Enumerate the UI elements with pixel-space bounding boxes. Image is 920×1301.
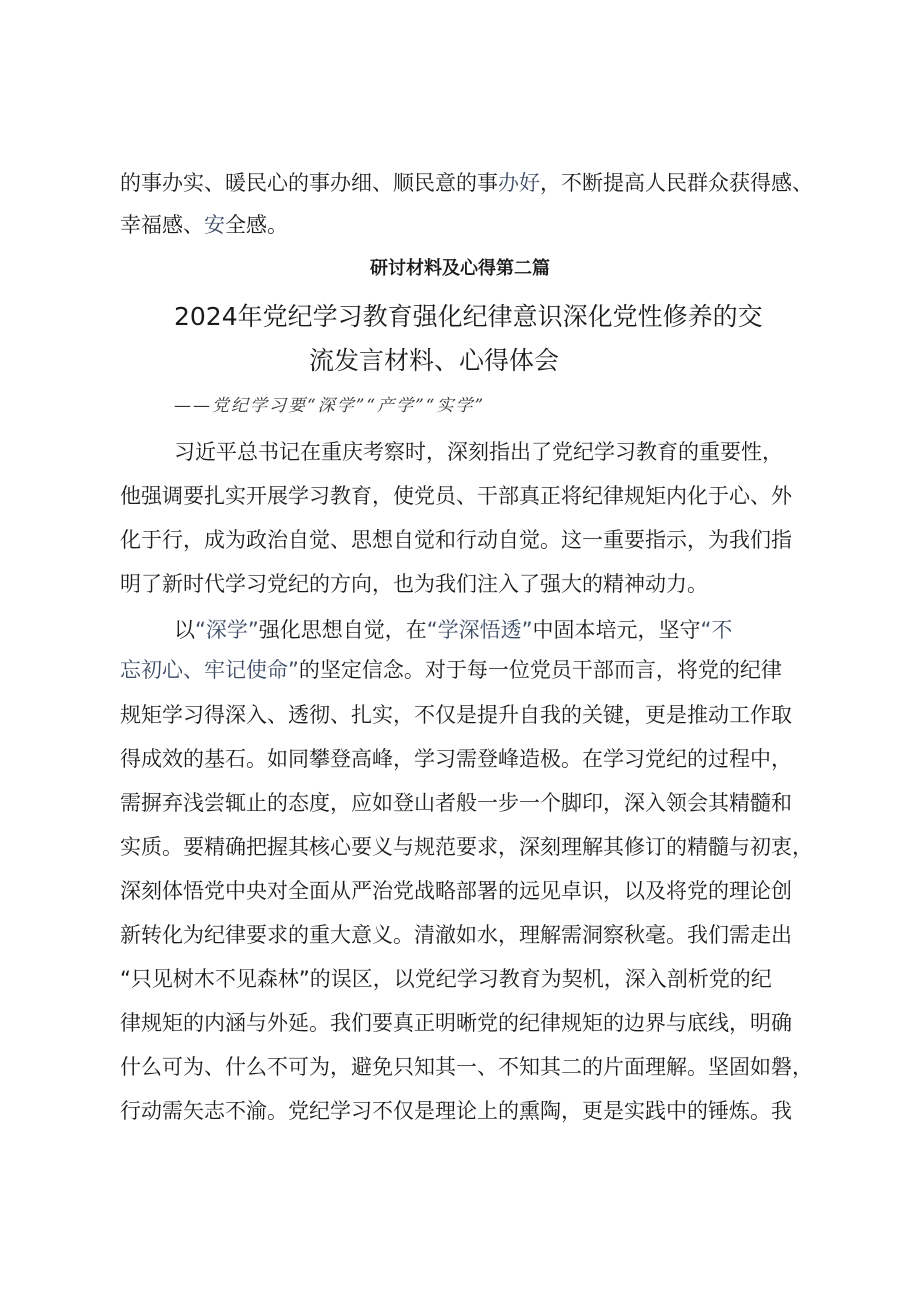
paragraph-2-line: 什么可为、什么不可为，避免只知其一、不知其二的片面理解。坚固如磐， <box>120 1055 813 1079</box>
paragraph-2-line: 新转化为纪律要求的重大意义。清澈如水，理解需洞察秋毫。我们需走出 <box>120 923 792 947</box>
paragraph-text: 以 <box>174 618 195 642</box>
paragraph-2-line: 深刻体悟党中央对全面从严治党战略部署的远见卓识，以及将党的理论创 <box>120 879 792 903</box>
paragraph-text: 强化思想自觉，在 <box>258 618 427 642</box>
paragraph-1-line: 习近平总书记在重庆考察时，深刻指出了党纪学习教育的重要性， <box>174 440 783 464</box>
paragraph-1-line: 化于行，成为政治自觉、思想自觉和行动自觉。这一重要指示，为我们指 <box>120 528 792 552</box>
continuation-highlight: 办好 <box>498 171 540 195</box>
paragraph-2-line: 得成效的基石。如同攀登高峰，学习需登峰造极。在学习党纪的过程中， <box>120 747 792 771</box>
continuation-text: ，不断提高人民群众获得感、 <box>540 171 813 195</box>
continuation-line-2 <box>120 210 810 240</box>
paragraph-2-line: 律规矩的内涵与外延。我们要真正明晰党的纪律规矩的边界与底线，明确 <box>120 1011 792 1035</box>
paragraph-2-line <box>120 655 782 685</box>
paragraph-2-line: “只见树木不见森林”的误区，以党纪学习教育为契机，深入剖析党的纪 <box>120 967 772 991</box>
paragraph-text: 的坚定信念。对于每一位党员干部而言，将党的纪律 <box>298 658 782 682</box>
continuation-text: 全感。 <box>225 213 288 237</box>
subtitle: ——党纪学习要“深学”“产学”“实学” <box>174 396 486 416</box>
quoted-term: 忘初心、牢记使命” <box>120 658 299 682</box>
quoted-term: “深学” <box>195 618 259 642</box>
continuation-text: 幸福感、 <box>120 213 204 237</box>
paragraph-1-line: 明了新时代学习党纪的方向，也为我们注入了强大的精神动力。 <box>120 572 708 596</box>
title-line-1: 2024年党纪学习教育强化纪律意识深化党性修养的交 <box>174 302 763 331</box>
paragraph-2-line: 需摒弃浅尝辄止的态度，应如登山者般一步一个脚印，深入领会其精髓和 <box>120 791 792 815</box>
continuation-highlight: 安 <box>204 213 225 237</box>
paragraph-1-line: 他强调要扎实开展学习教育，使党员、干部真正将纪律规矩内化于心、外 <box>120 484 792 508</box>
quoted-term: “学深悟透” <box>426 618 533 642</box>
title-line-2: 流发言材料、心得体会 <box>309 346 560 375</box>
paragraph-2-line: 规矩学习得深入、透彻、扎实，不仅是提升自我的关键，更是推动工作取 <box>120 703 792 727</box>
paragraph-2-line: 实质。要精确把握其核心要义与规范要求，深刻理解其修订的精髓与初衷， <box>120 835 813 859</box>
continuation-line-1 <box>120 168 813 198</box>
paragraph-2-line <box>174 615 732 645</box>
paragraph-2-line: 行动需矢志不渝。党纪学习不仅是理论上的熏陶，更是实践中的锤炼。我 <box>120 1099 792 1123</box>
paragraph-text: 中固本培元，坚守 <box>532 618 701 642</box>
section-label: 研讨材料及心得第二篇 <box>370 258 550 279</box>
quoted-term: “不 <box>700 618 733 642</box>
continuation-text: 的事办实、暖民心的事办细、顺民意的事 <box>120 171 498 195</box>
